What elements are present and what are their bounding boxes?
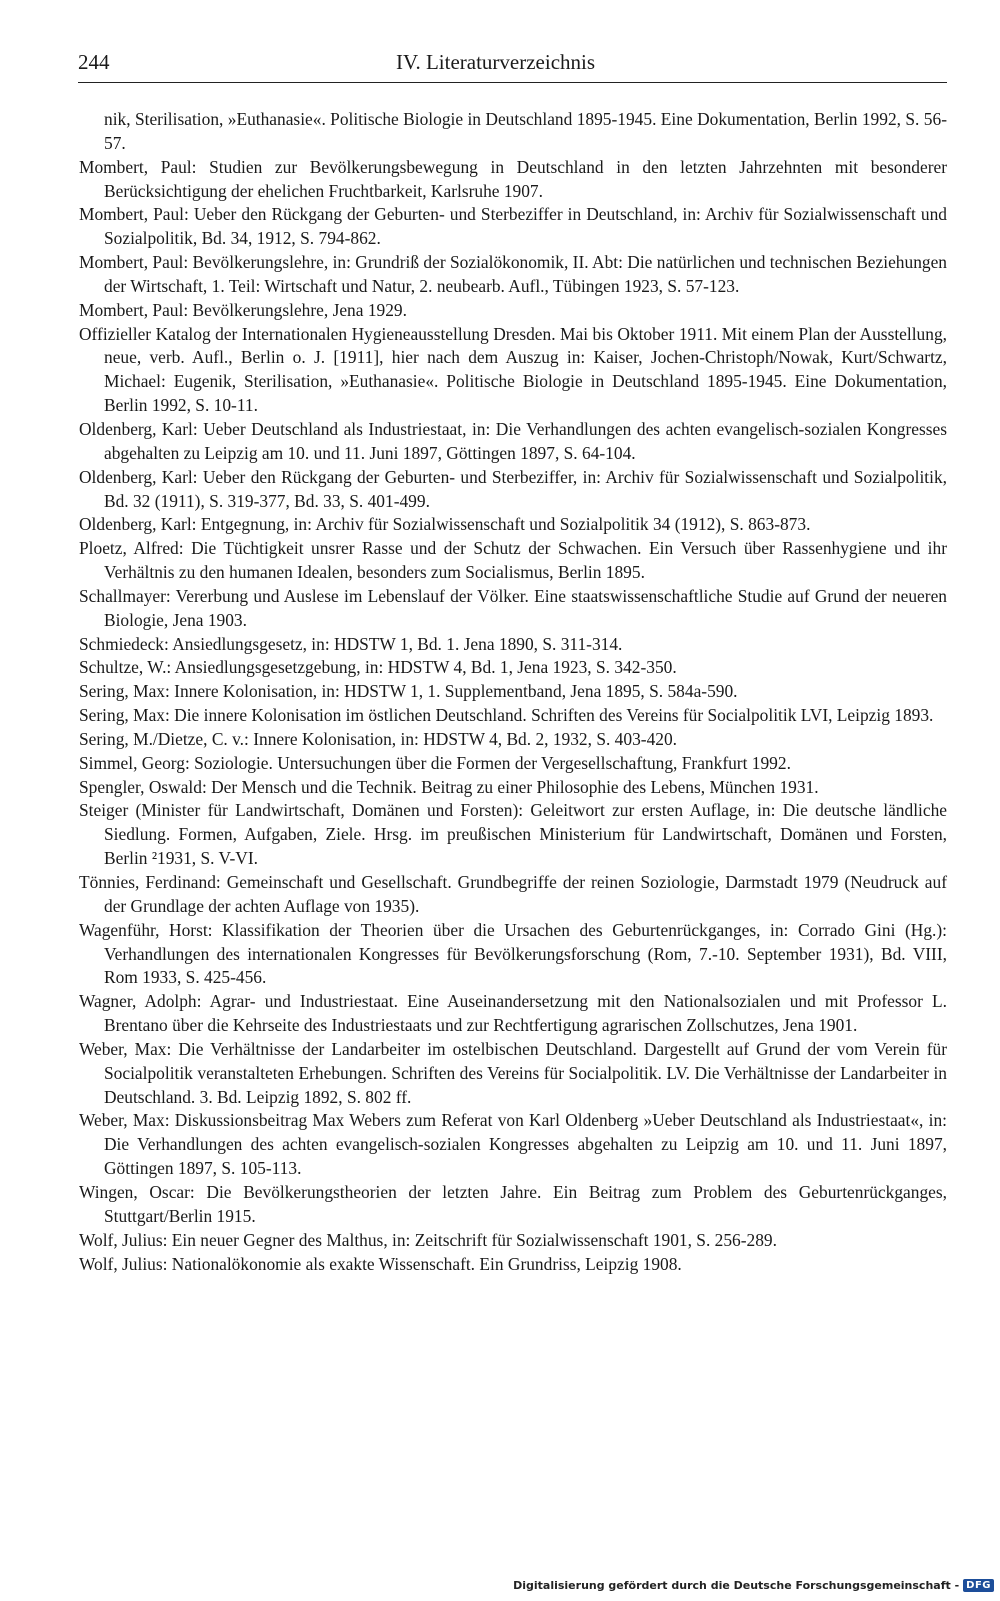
bibliography-entry: Mombert, Paul: Bevölkerungslehre, in: Grundriß der Sozialökonomik, II. Abt: Die natürlichen und technischen Beziehungen der Wirtschaft, 1. Teil: Wirtschaft und Natur, 2. neubearb. Aufl., Tübingen 1923, S. 57-123.	[79, 252, 947, 296]
bibliography-entry: Tönnies, Ferdinand: Gemeinschaft und Gesellschaft. Grundbegriffe der reinen Soziologie, Darmstadt 1979 (Neudruck auf der Grundlage der achten Auflage von 1935).	[79, 872, 947, 916]
bibliography-entry: Sering, Max: Die innere Kolonisation im östlichen Deutschland. Schriften des Vereins für Socialpolitik LVI, Leipzig 1893.	[79, 705, 934, 726]
bibliography-entry: Ploetz, Alfred: Die Tüchtigkeit unsrer Rasse und der Schutz der Schwachen. Ein Versuch über Rassenhygiene und ihr Verhältnis zu den humanen Idealen, besonders zum Socialismus, Berlin 1895.	[79, 538, 947, 583]
running-title: IV. Literaturverzeichnis	[396, 50, 596, 74]
bibliography-entry: Weber, Max: Die Verhältnisse der Landarbeiter im ostelbischen Deutschland. Dargestellt auf Grund der vom Verein für Socialpolitik veranstalteten Erhebungen. Schriften des Vereins für Socialpolitik. LV. Die Verhältnisse der Landarbeiter in Deutschland. 3. Bd. Leipzig 1892, S. 802 ff.	[79, 1038, 947, 1107]
bibliography-entry: Schallmayer: Vererbung und Auslese im Lebenslauf der Völker. Eine staatswissenschaftliche Studie auf Grund der neueren Biologie, Jena 1903.	[79, 585, 947, 630]
bibliography-entry: Sering, Max: Innere Kolonisation, in: HDSTW 1, 1. Supplementband, Jena 1895, S. 584a-590.	[79, 681, 738, 702]
bibliography-entry: Offizieller Katalog der Internationalen Hygieneausstellung Dresden. Mai bis Oktober 1911. Mit einem Plan der Ausstellung, neue, verb. Aufl., Berlin o. J. [1911], hier nach dem Auszug in: Kaiser, Jochen-Christoph/Nowak, Kurt/Schwartz, Michael: Eugenik, Sterilisation, »Euthanasie«. Politische Biologie in Deutschland 1895-1945. Eine Dokumentation, Berlin 1992, S. 10-11.	[79, 323, 947, 416]
page-number: 244	[78, 50, 110, 74]
bibliography-entry: Wolf, Julius: Nationalökonomie als exakte Wissenschaft. Ein Grundriss, Leipzig 1908.	[79, 1253, 682, 1274]
credit-text: Digitalisierung gefördert durch die Deutsche Forschungsgemeinschaft -	[513, 1578, 960, 1592]
bibliography-entry: Schultze, W.: Ansiedlungsgesetzgebung, in: HDSTW 4, Bd. 1, Jena 1923, S. 342-350.	[79, 657, 677, 678]
bibliography-entry: Sering, M./Dietze, C. v.: Innere Kolonisation, in: HDSTW 4, Bd. 2, 1932, S. 403-420.	[79, 728, 677, 749]
bibliography-entry: Wolf, Julius: Ein neuer Gegner des Malthus, in: Zeitschrift für Sozialwissenschaft 1901, S. 256-289.	[79, 1229, 777, 1250]
digitization-credit	[513, 1575, 994, 1595]
bibliography-entry: Wingen, Oscar: Die Bevölkerungstheorien der letzten Jahre. Ein Beitrag zum Problem des Geburtenrückganges, Stuttgart/Berlin 1915.	[79, 1181, 947, 1226]
bibliography-entry: Schmiedeck: Ansiedlungsgesetz, in: HDSTW 1, Bd. 1. Jena 1890, S. 311-314.	[79, 633, 623, 654]
dfg-logo: DFG	[963, 1579, 994, 1592]
page-header	[78, 48, 947, 83]
bibliography-entry: nik, Sterilisation, »Euthanasie«. Politische Biologie in Deutschland 1895-1945. Eine Dokumentation, Berlin 1992, S. 56-57.	[104, 109, 947, 153]
bibliography-entry: Wagner, Adolph: Agrar- und Industriestaat. Eine Auseinandersetzung mit den Nationalsozialen und mit Professor L. Brentano über die Kehrseite des Industriestaats und zur Rechtfertigung agrarischen Zollschutzes, Jena 1901.	[79, 991, 947, 1036]
bibliography-entry: Oldenberg, Karl: Ueber Deutschland als Industriestaat, in: Die Verhandlungen des achten evangelisch-sozialen Kongresses abgehalten zu Leipzig am 10. und 11. Juni 1897, Göttingen 1897, S. 64-104.	[79, 418, 947, 463]
bibliography-entry: Weber, Max: Diskussionsbeitrag Max Webers zum Referat von Karl Oldenberg »Ueber Deutschland als Industriestaat«, in: Die Verhandlungen des achten evangelisch-sozialen Kongresses abgehalten zu Leipzig am 10. und 11. Juni 1897, Göttingen 1897, S. 105-113.	[79, 1110, 947, 1179]
bibliography-entry: Simmel, Georg: Soziologie. Untersuchungen über die Formen der Vergesellschaftung, Frankfurt 1992.	[79, 752, 791, 773]
bibliography-entry: Oldenberg, Karl: Ueber den Rückgang der Geburten- und Sterbeziffer, in: Archiv für Sozialwissenschaft und Sozialpolitik, Bd. 32 (1911), S. 319-377, Bd. 33, S. 401-499.	[79, 466, 947, 511]
bibliography-entry: Spengler, Oswald: Der Mensch und die Technik. Beitrag zu einer Philosophie des Lebens, München 1931.	[79, 776, 819, 797]
bibliography-entry: Steiger (Minister für Landwirtschaft, Domänen und Forsten): Geleitwort zur ersten Auflage, in: Die deutsche ländliche Siedlung. Formen, Aufgaben, Ziele. Hrsg. im preußischen Ministerium für Landwirtschaft, Domänen und Forsten, Berlin ²1931, S. V-VI.	[79, 800, 947, 869]
bibliography-entry: Mombert, Paul: Bevölkerungslehre, Jena 1929.	[79, 299, 407, 320]
bibliography-entry: Wagenführ, Horst: Klassifikation der Theorien über die Ursachen des Geburtenrückganges, in: Corrado Gini (Hg.): Verhandlungen des internationalen Kongresses für Bevölkerungsforschung (Rom, 7.-10. September 1931), Bd. VIII, Rom 1933, S. 425-456.	[79, 919, 947, 988]
bibliography-entry: Mombert, Paul: Studien zur Bevölkerungsbewegung in Deutschland in den letzten Jahrzehnten mit besonderer Berücksichtigung der ehelichen Fruchtbarkeit, Karlsruhe 1907.	[79, 156, 947, 201]
bibliography-list	[79, 108, 947, 1276]
bibliography-entry: Mombert, Paul: Ueber den Rückgang der Geburten- und Sterbeziffer in Deutschland, in: Archiv für Sozialwissenschaft und Sozialpolitik, Bd. 34, 1912, S. 794-862.	[79, 204, 947, 249]
bibliography-entry: Oldenberg, Karl: Entgegnung, in: Archiv für Sozialwissenschaft und Sozialpolitik 34 (1912), S. 863-873.	[79, 514, 811, 535]
